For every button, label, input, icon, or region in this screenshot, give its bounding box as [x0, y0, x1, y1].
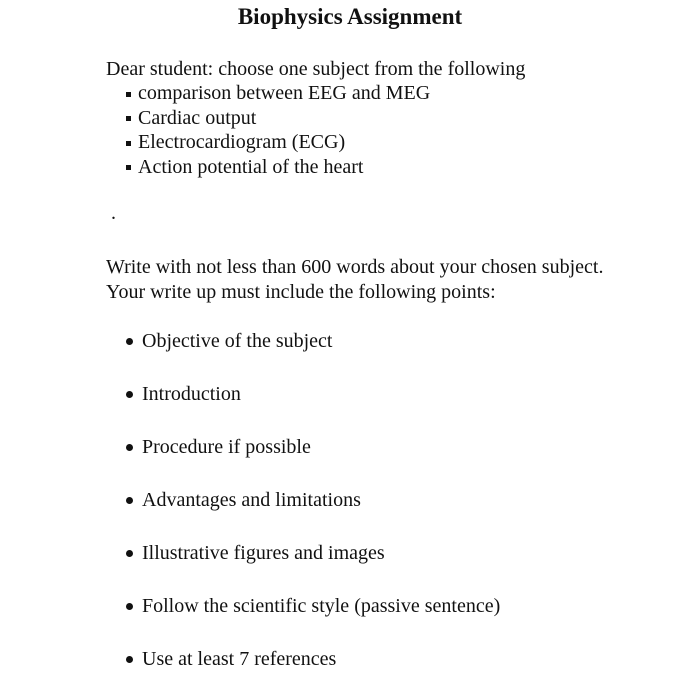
requirements-list: [126, 328, 500, 699]
stray-period: .: [111, 202, 116, 224]
subject-item: [126, 81, 430, 106]
requirement-item: [126, 487, 500, 540]
requirement-item: [126, 646, 500, 699]
bullet-icon: [126, 497, 133, 504]
bullet-icon: [126, 444, 133, 451]
requirement-label: Procedure if possible: [142, 436, 311, 458]
subject-label: comparison between EEG and MEG: [138, 82, 431, 104]
square-bullet-icon: [126, 116, 131, 121]
document-title: Biophysics Assignment: [237, 4, 463, 29]
requirement-label: Objective of the subject: [142, 330, 333, 352]
requirement-item: [126, 540, 500, 593]
requirement-label: Use at least 7 references: [142, 648, 337, 670]
bullet-icon: [126, 338, 133, 345]
requirement-item: [126, 434, 500, 487]
bullet-icon: [126, 391, 133, 398]
square-bullet-icon: [126, 141, 131, 146]
subject-label: Cardiac output: [138, 106, 257, 129]
subject-item: [126, 155, 430, 180]
requirement-label: Follow the scientific style (passive sentence): [142, 595, 501, 617]
requirement-label: Illustrative figures and images: [142, 542, 385, 564]
bullet-icon: [126, 603, 133, 610]
square-bullet-icon: [126, 92, 131, 97]
requirement-label: Introduction: [142, 383, 241, 405]
square-bullet-icon: [126, 165, 131, 170]
intro-text: Dear student: choose one subject from the following: [106, 58, 526, 80]
subject-label: Action potential of the heart: [138, 155, 364, 178]
requirement-label: Advantages and limitations: [142, 489, 361, 511]
subject-list: [126, 81, 430, 179]
bullet-icon: [126, 656, 133, 663]
requirement-item: [126, 381, 500, 434]
requirement-item: [126, 593, 500, 646]
subject-item: [126, 106, 430, 131]
subject-label: Electrocardiogram (ECG): [138, 131, 346, 153]
instructions-paragraph: Write with not less than 600 words about your chosen subject. Your write up must include the following points:: [106, 256, 604, 303]
bullet-icon: [126, 550, 133, 557]
subject-item: [126, 130, 430, 155]
requirement-item: [126, 328, 500, 381]
